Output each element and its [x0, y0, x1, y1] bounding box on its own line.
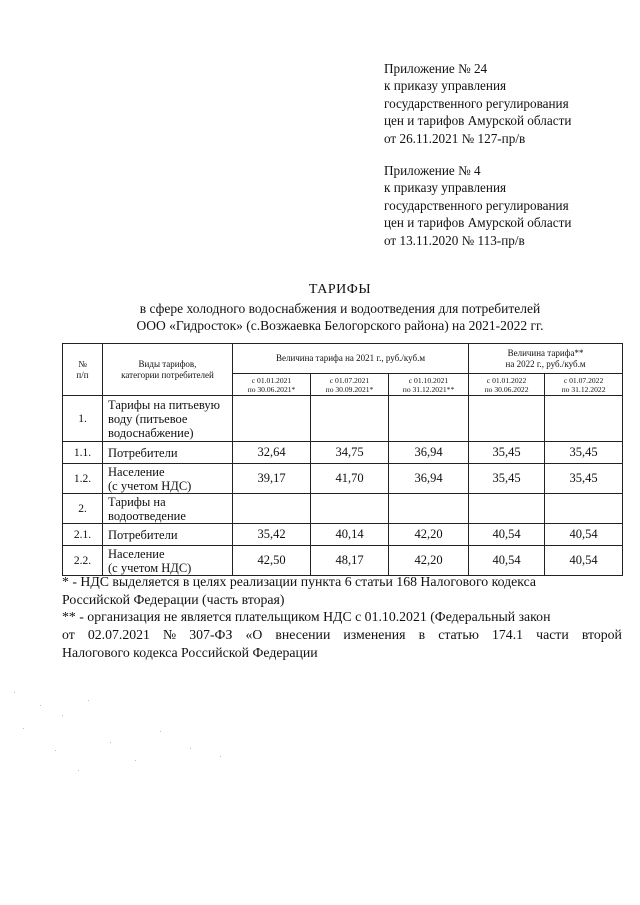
- period-header: [545, 374, 623, 396]
- row-number: 2.2.: [63, 546, 103, 576]
- annex-24-line: государственного регулирования: [384, 95, 569, 111]
- footnote-word: от: [62, 627, 75, 642]
- tariff-table: [62, 343, 623, 576]
- row-category: [103, 396, 233, 442]
- tariff-cell: 35,45: [545, 464, 623, 494]
- tariff-cell: [469, 396, 545, 442]
- tariff-cell: 41,70: [311, 464, 389, 494]
- header-group-2022: [469, 344, 623, 374]
- header-group-2022-line: Величина тарифа**: [507, 348, 584, 358]
- row-category-line: Тарифы на питьевую: [108, 397, 220, 412]
- footnote-word: второй: [581, 627, 622, 642]
- tariff-cell: 35,42: [233, 524, 311, 546]
- document-title: ТАРИФЫ: [308, 282, 372, 297]
- period-from: с 01.10.2021: [408, 375, 449, 385]
- tariff-cell: 32,64: [233, 442, 311, 464]
- tariff-cell: 40,54: [469, 546, 545, 576]
- tariff-cell: 40,54: [545, 546, 623, 576]
- tariff-cell: [311, 396, 389, 442]
- row-category: [103, 464, 233, 494]
- tariff-cell: 40,54: [545, 524, 623, 546]
- footnote-2-line: ** - организация не является плательщиком НДС с 01.10.2021 (Федеральный закон: [62, 609, 551, 624]
- row-category-line: водоотведение: [108, 508, 186, 523]
- header-number-line: №: [78, 359, 87, 369]
- annex-24-line: цен и тарифов Амурской области: [384, 113, 572, 129]
- table-row: [63, 442, 623, 464]
- period-header: [469, 374, 545, 396]
- row-category-line: Потребители: [108, 445, 178, 460]
- header-group-2022-line: на 2022 г., руб./куб.м: [505, 358, 586, 369]
- footnote-word: 174.1: [492, 627, 524, 642]
- tariff-cell: 42,50: [233, 546, 311, 576]
- tariff-cell: [233, 494, 311, 524]
- annex-4-line: цен и тарифов Амурской области: [384, 215, 572, 231]
- tariff-cell: [545, 494, 623, 524]
- footnote-2: [62, 608, 622, 662]
- document-subtitle-line-1: в сфере холодного водоснабжения и водоотведения для потребителей: [139, 301, 541, 316]
- tariff-cell: 36,94: [389, 464, 469, 494]
- footnote-word: 02.07.2021: [87, 627, 150, 642]
- period-from: с 01.07.2022: [563, 375, 604, 385]
- table-row: [63, 464, 623, 494]
- annex-24-line: от 26.11.2021 № 127-пр/в: [384, 130, 526, 146]
- period-from: с 01.01.2021: [251, 375, 292, 385]
- row-number: 1.2.: [63, 464, 103, 494]
- tariff-cell: 34,75: [311, 442, 389, 464]
- table-row: [63, 524, 623, 546]
- footnote-word: статью: [438, 627, 479, 642]
- row-category-line: Население: [108, 546, 165, 561]
- table-row: [63, 494, 623, 524]
- annex-24-block: [384, 60, 571, 147]
- table-row: [63, 546, 623, 576]
- table-row: [63, 396, 623, 442]
- tariff-cell: 40,54: [469, 524, 545, 546]
- document-subtitle-line-2: ООО «Гидросток» (с.Возжаевка Белогорского района) на 2021-2022 гг.: [136, 318, 544, 333]
- annex-4-line: государственного регулирования: [384, 197, 569, 213]
- header-tariff-type-line: категории потребителей: [121, 369, 214, 380]
- header-group-2021: Величина тарифа на 2021 г., руб./куб.м: [233, 344, 469, 374]
- annex-4-line: от 13.11.2020 № 113-пр/в: [384, 232, 525, 248]
- period-to: по 31.12.2021**: [402, 384, 455, 394]
- footnote-2-justified-line: [62, 626, 622, 644]
- footnote-word: «О: [245, 627, 263, 642]
- footnote-word: изменения: [343, 627, 406, 642]
- tariff-cell: 42,20: [389, 524, 469, 546]
- row-category-line: воду (питьевое: [108, 411, 188, 426]
- annex-24-line: к приказу управления: [384, 78, 507, 94]
- header-tariff-type: [103, 344, 233, 396]
- footnote-word: №: [163, 627, 177, 642]
- row-category-line: водоснабжение): [108, 425, 194, 440]
- tariff-cell: [389, 494, 469, 524]
- footnote-1-line: * - НДС выделяется в целях реализации пункта 6 статьи 168 Налогового кодекса: [62, 574, 537, 589]
- period-header: [389, 374, 469, 396]
- annex-4-line: Приложение № 4: [384, 163, 481, 178]
- period-to: по 30.06.2021*: [247, 384, 296, 394]
- footnote-word: внесении: [275, 627, 331, 642]
- tariff-cell: [545, 396, 623, 442]
- tariff-cell: [389, 396, 469, 442]
- period-from: с 01.07.2021: [329, 375, 370, 385]
- period-from: с 01.01.2022: [486, 375, 527, 385]
- row-category-line: Потребители: [108, 527, 178, 542]
- footnote-word: 307-ФЗ: [189, 627, 233, 642]
- tariff-cell: [469, 494, 545, 524]
- row-number: 2.1.: [63, 524, 103, 546]
- footnote-word: части: [536, 627, 569, 642]
- period-to: по 30.09.2021*: [325, 384, 374, 394]
- annex-4-block: [384, 162, 571, 249]
- row-category: [103, 546, 233, 576]
- footnote-2-line: Налогового кодекса Российской Федерации: [62, 645, 318, 660]
- row-category-line: Население: [108, 464, 165, 479]
- annex-4-line: к приказу управления: [384, 180, 507, 196]
- row-number: 1.: [63, 396, 103, 442]
- row-category: [103, 494, 233, 524]
- tariff-cell: 42,20: [389, 546, 469, 576]
- row-category: [103, 442, 233, 464]
- tariff-cell: 40,14: [311, 524, 389, 546]
- tariff-cell: 35,45: [469, 464, 545, 494]
- tariff-cell: 48,17: [311, 546, 389, 576]
- annex-24-line: Приложение № 24: [384, 61, 488, 76]
- row-category-line: (с учетом НДС): [108, 560, 192, 575]
- period-header: [311, 374, 389, 396]
- tariff-cell: 39,17: [233, 464, 311, 494]
- tariff-cell: [311, 494, 389, 524]
- footnote-word: в: [418, 627, 426, 642]
- header-number: [63, 344, 103, 396]
- row-category: [103, 524, 233, 546]
- row-category-line: (с учетом НДС): [108, 478, 192, 493]
- header-tariff-type-line: Виды тарифов,: [138, 359, 197, 369]
- footnote-1: [62, 573, 622, 609]
- period-to: по 30.06.2022: [484, 384, 529, 394]
- tariff-cell: 35,45: [469, 442, 545, 464]
- row-number: 2.: [63, 494, 103, 524]
- tariff-cell: 36,94: [389, 442, 469, 464]
- row-category-line: Тарифы на: [108, 494, 166, 509]
- tariff-cell: [233, 396, 311, 442]
- footnote-1-line: Российской Федерации (часть вторая): [62, 592, 285, 607]
- period-to: по 31.12.2022: [561, 384, 606, 394]
- header-number-line: п/п: [76, 369, 89, 380]
- period-header: [233, 374, 311, 396]
- row-number: 1.1.: [63, 442, 103, 464]
- tariff-cell: 35,45: [545, 442, 623, 464]
